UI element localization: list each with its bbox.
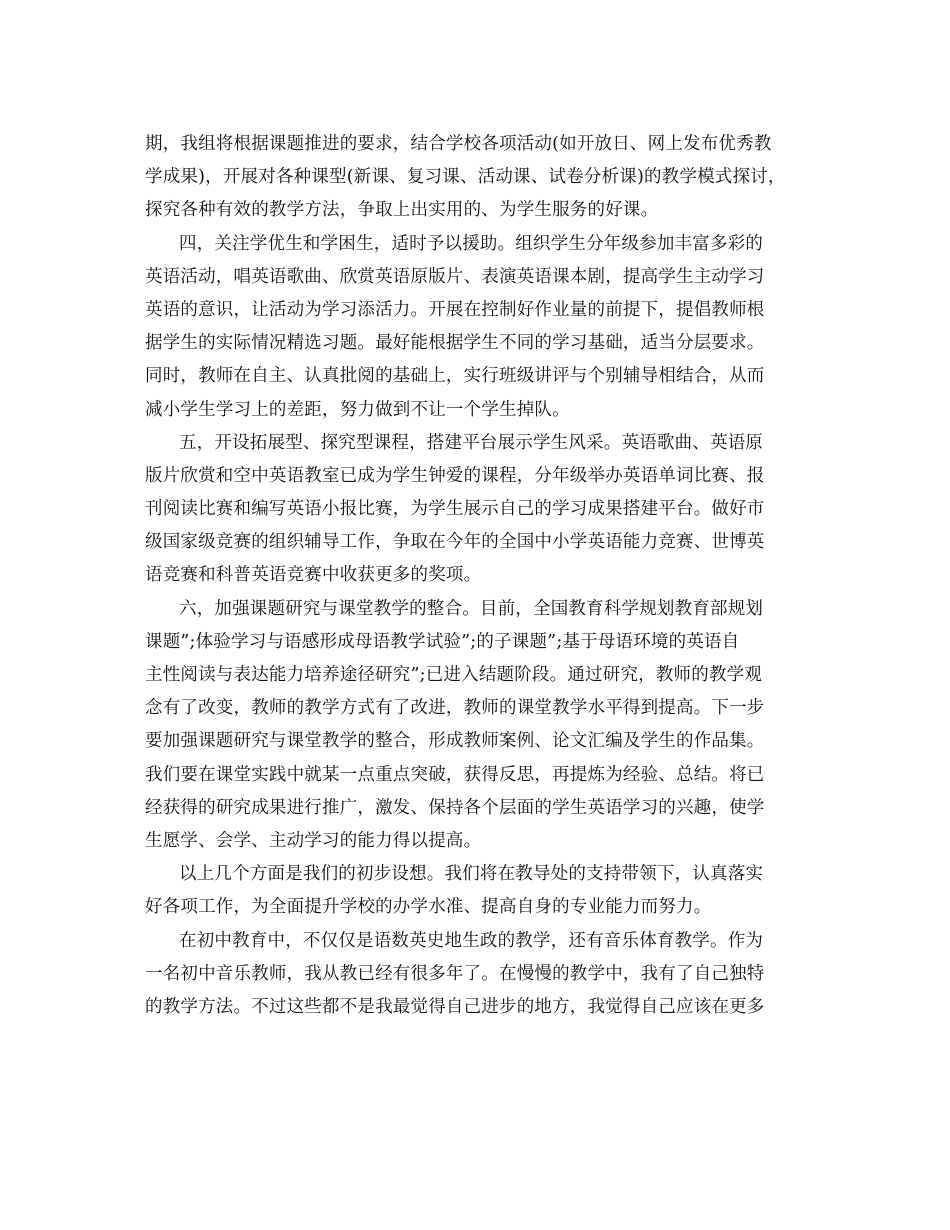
- text-line: 英语活动，唱英语歌曲、欣赏英语原版片、表演英语课本剧，提高学生主动学习: [145, 266, 765, 287]
- text-line: 级国家级竞赛的组织辅导工作，争取在今年的全国中小学英语能力竞赛、世博英: [145, 532, 765, 553]
- text-line: 学成果)，开展对各种课型(新课、复习课、活动课、试卷分析课)的教学模式探讨，: [145, 167, 786, 188]
- text-line: 刊阅读比赛和编写英语小报比赛，为学生展示自己的学习成果搭建平台。做好市: [145, 499, 765, 520]
- text-line: 版片欣赏和空中英语教室已成为学生钟爱的课程，分年级举办英语单词比赛、报: [145, 465, 765, 486]
- text-line: 英语的意识，让活动为学习添活力。开展在控制好作业量的前提下，提倡教师根: [145, 299, 765, 320]
- text-line: 一名初中音乐教师，我从教已经有很多年了。在慢慢的教学中，我有了自己独特: [145, 963, 765, 984]
- text-line: 生愿学、会学、主动学习的能力得以提高。: [145, 830, 482, 851]
- text-line: 以上几个方面是我们的初步设想。我们将在教导处的支持带领下，认真落实: [179, 864, 764, 885]
- text-line: 课题”;体验学习与语感形成母语教学试验”;的子课题”;基于母语环境的英语自: [145, 631, 740, 652]
- text-line: 探究各种有效的教学方法，争取上出实用的、为学生服务的好课。: [145, 200, 659, 221]
- text-line: 主性阅读与表达能力培养途径研究”;已进入结题阶段。通过研究，教师的教学观: [145, 665, 763, 685]
- text-line: 期，我组将根据课题推进的要求，结合学校各项活动(如开放日、网上发布优秀教: [145, 134, 772, 154]
- text-line: 好各项工作，为全面提升学校的办学水准、提高自身的专业能力而努力。: [145, 897, 712, 918]
- text-line: 同时，教师在自主、认真批阅的基础上，实行班级讲评与个别辅导相结合，从而: [145, 366, 765, 387]
- text-line: 在初中教育中，不仅仅是语数英史地生政的教学，还有音乐体育教学。作为: [179, 930, 764, 951]
- text-line: 五，开设拓展型、探究型课程，搭建平台展示学生风采。英语歌曲、英语原: [179, 432, 764, 453]
- text-line: 六，加强课题研究与课堂教学的整合。目前，全国教育科学规划教育部规划: [179, 598, 764, 619]
- text-line: 念有了改变，教师的教学方式有了改进，教师的课堂教学水平得到提高。下一步: [145, 698, 765, 719]
- text-line: 据学生的实际情况精选习题。最好能根据学生不同的学习基础，适当分层要求。: [145, 333, 765, 354]
- text-line: 四，关注学优生和学困生，适时予以援助。组织学生分年级参加丰富多彩的: [179, 233, 764, 254]
- text-line: 的教学方法。不过这些都不是我最觉得自己进步的地方，我觉得自己应该在更多: [145, 996, 765, 1017]
- text-line: 语竞赛和科普英语竞赛中收获更多的奖项。: [145, 565, 482, 586]
- text-line: 我们要在课堂实践中就某一点重点突破，获得反思，再提炼为经验、总结。将已: [145, 764, 765, 785]
- text-line: 减小学生学习上的差距，努力做到不让一个学生掉队。: [145, 399, 570, 420]
- text-line: 经获得的研究成果进行推广，激发、保持各个层面的学生英语学习的兴趣，使学: [145, 797, 765, 818]
- body-text: [145, 128, 815, 1024]
- text-line: 要加强课题研究与课堂教学的整合，形成教师案例、论文汇编及学生的作品集。: [145, 731, 765, 752]
